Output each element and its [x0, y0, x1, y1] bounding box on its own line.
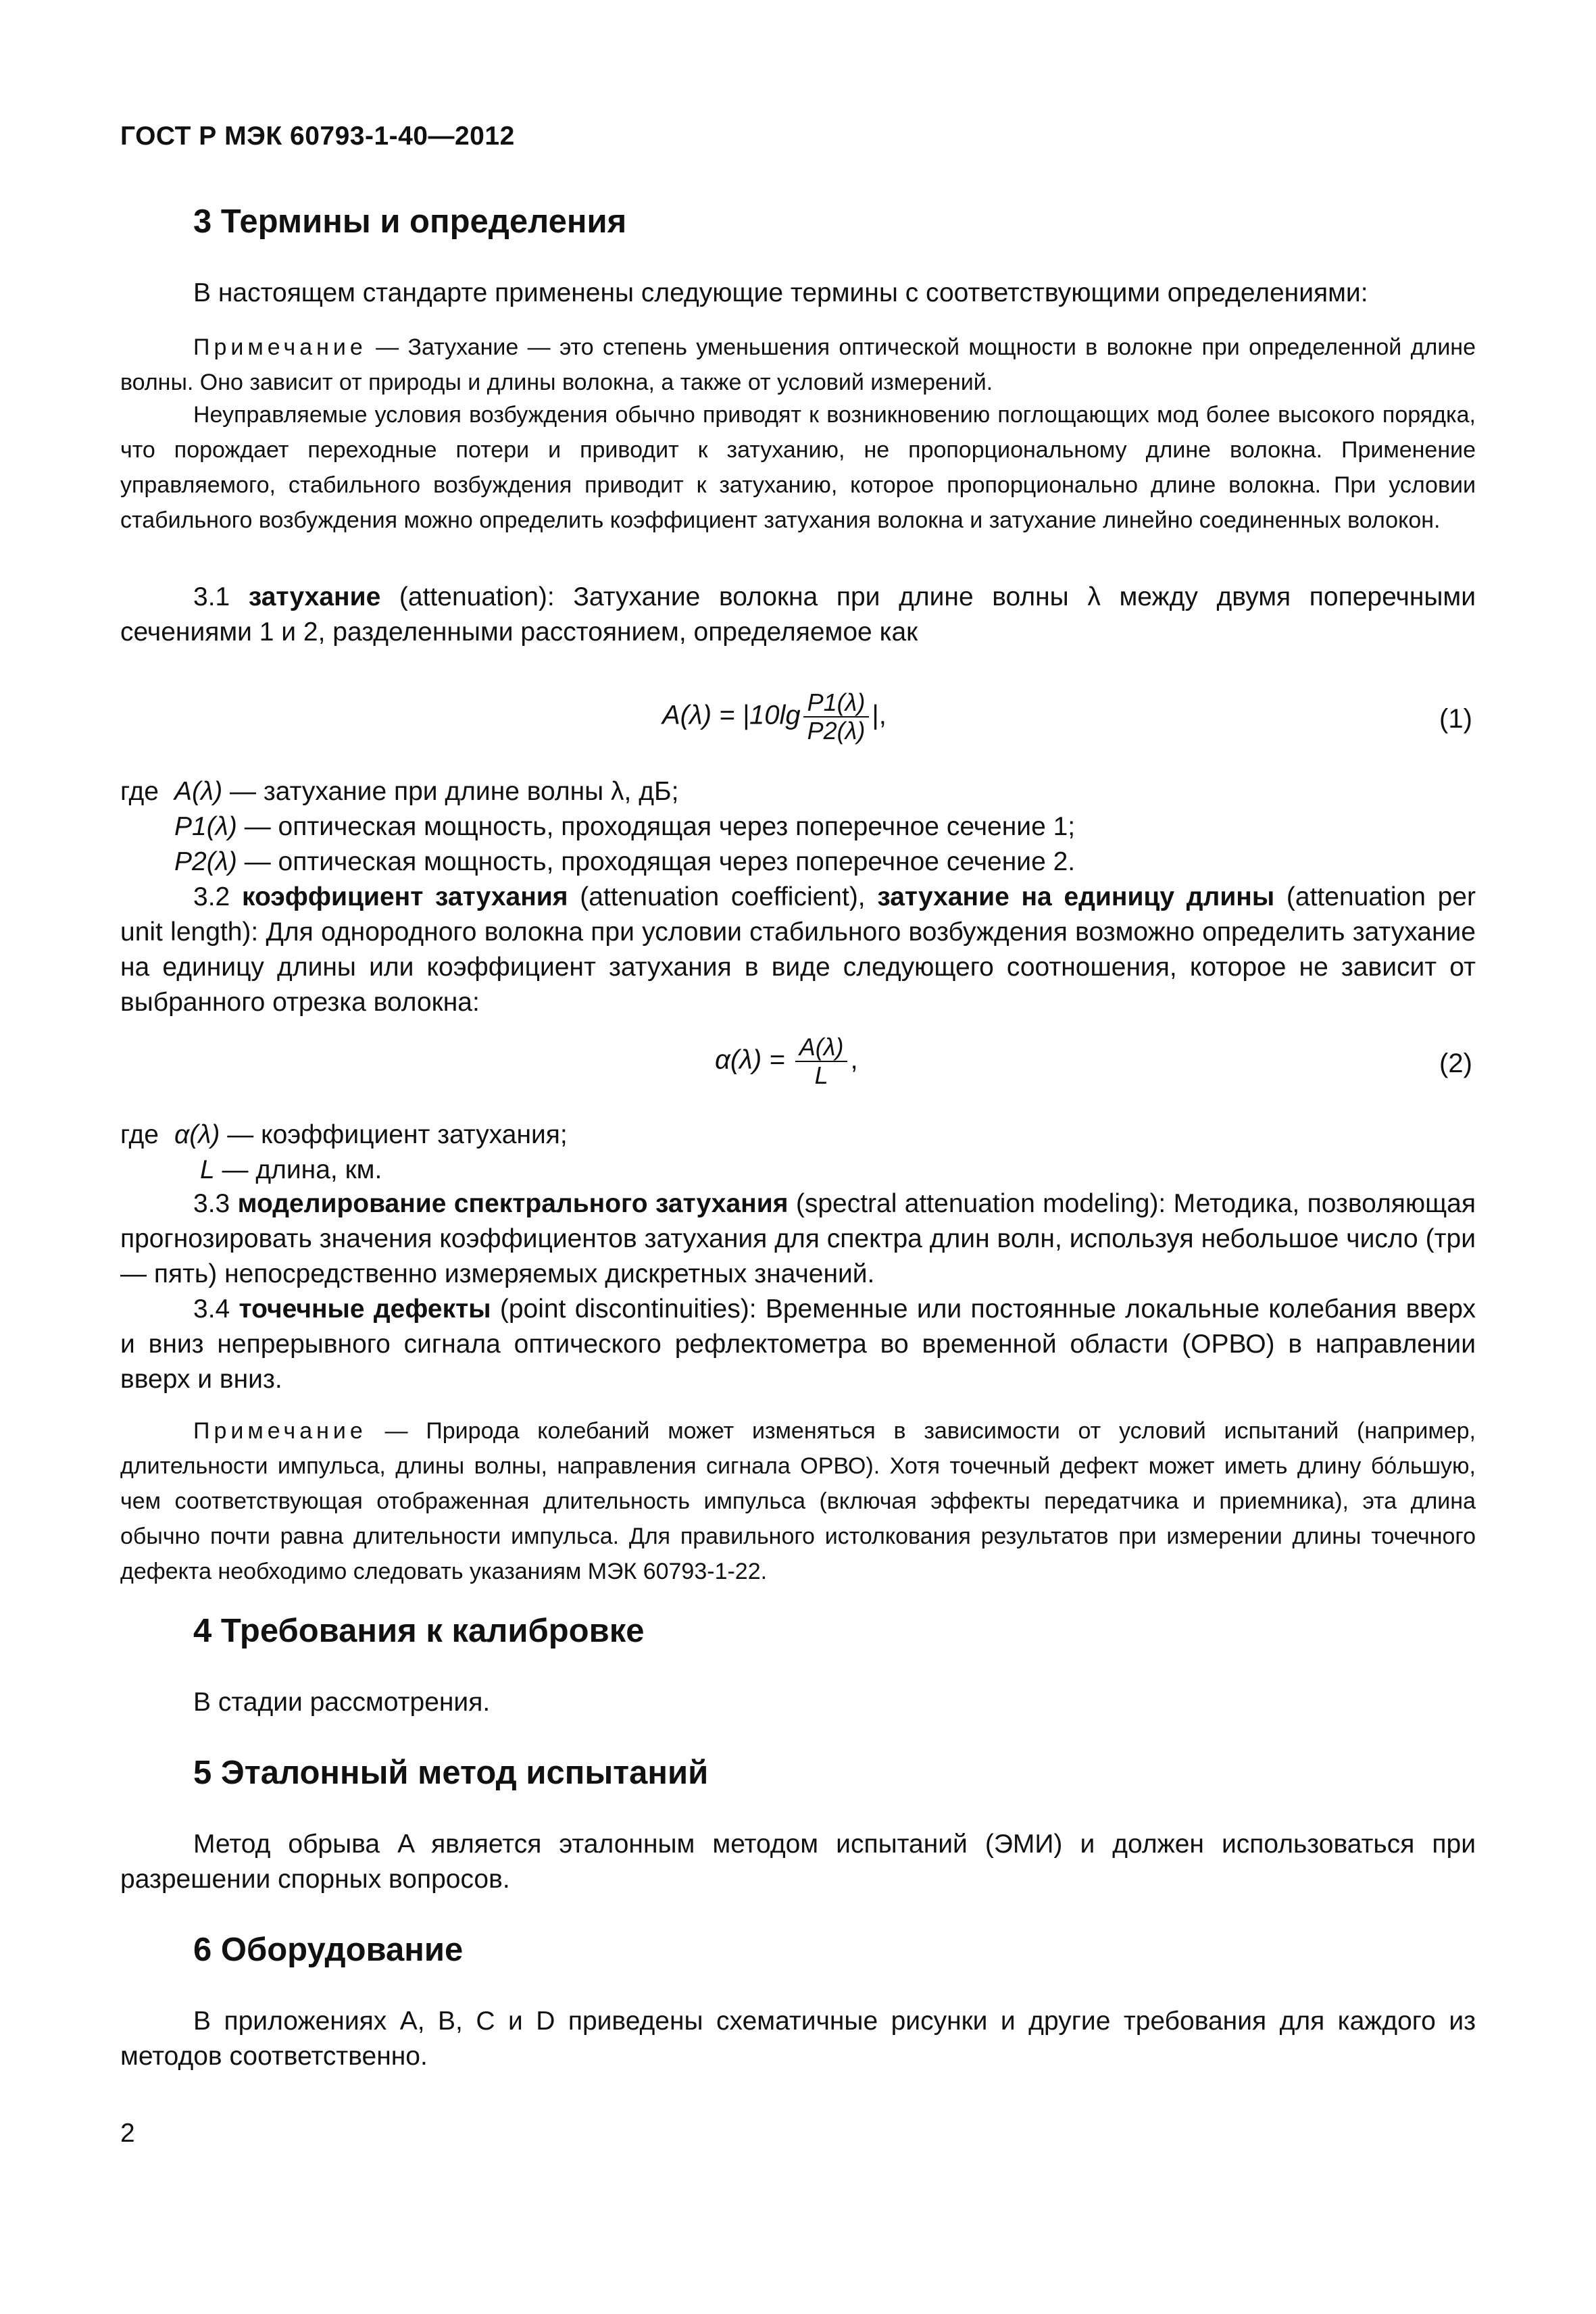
eq1-where-label: где [120, 777, 159, 806]
section-6-text: В приложениях A, B, C и D приведены схематичные рисунки и другие требования для каждого из методов соответственно. [120, 2007, 1476, 2071]
eq2-var-2-desc: — длина, км. [222, 1155, 382, 1184]
section-4-title: 4 Требования к калибровке [193, 1613, 645, 1649]
eq2-var-1-desc: — коэффициент затухания; [227, 1120, 568, 1149]
equation-2 [715, 1034, 858, 1089]
eq1-var-1 [174, 774, 678, 809]
section-3-title: 3 Термины и определения [193, 203, 627, 240]
term-3-1 [120, 580, 1476, 650]
eq2-var-2-symbol: L [200, 1155, 215, 1184]
eq1-var-3-desc: — оптическая мощность, проходящая через поперечное сечение 2. [244, 847, 1076, 876]
eq1-var-1-symbol: A(λ) [174, 777, 223, 806]
eq2-var-1 [174, 1117, 568, 1153]
term-3-4-term: точечные дефекты [239, 1294, 491, 1324]
term-3-2-mid: (attenuation coefficient), [568, 882, 878, 911]
eq2-where-label: где [120, 1120, 159, 1149]
page-number: 2 [120, 2119, 135, 2148]
term-3-1-term: затухание [248, 582, 381, 611]
term-3-2 [120, 880, 1476, 1020]
term-3-4-number: 3.4 [193, 1294, 239, 1324]
note-1-text: — Затухание — это степень уменьшения оптической мощности в волокне при определенной длине волны. Оно зависит от природы и длины волокна, а также от условий измерений. [120, 334, 1476, 395]
term-3-3-text: (spectral attenuation modeling): Методика, позволяющая прогнозировать значения коэффициентов затухания для спектра длин волн, используя небольшое число (три — пять) непосредственно измеряемых дискретных значений. [120, 1189, 1476, 1288]
eq1-tail: |, [872, 700, 887, 730]
equation-1-number: (1) [1439, 704, 1472, 734]
note-1-paragraph-2: Неуправляемые условия возбуждения обычно приводят к возникновению поглощающих мод более высокого порядка, что порождает переходные потери и приводит к затуханию, не пропорциональному длине волокна. Применение управляемого, стабильного возбуждения приводит к затуханию, которое пропорционально длине волокна. При условии стабильного возбуждения можно определить коэффициент затухания волокна и затухание линейно соединенных волокон. [120, 402, 1476, 533]
term-3-3-term: моделирование спектрального затухания [237, 1189, 789, 1218]
note-2 [120, 1413, 1476, 1589]
eq1-var-3-symbol: P2(λ) [174, 847, 237, 876]
eq1-var-2-desc: — оптическая мощность, проходящая через поперечное сечение 1; [244, 812, 1076, 841]
eq2-tail: , [850, 1045, 858, 1075]
term-3-2-term: коэффициент затухания [241, 882, 568, 911]
section-6-title: 6 Оборудование [193, 1932, 464, 1968]
note-2-text: — Природа колебаний может изменяться в зависимости от условий испытаний (например, длительности импульса, длины волны, направления сигнала ОРВО). Хотя точечный дефект может иметь длину бо́льшую, чем соответствующая отображенная длительность импульса (включая эффекты передатчика и приемника), эта длина обычно почти равна длительности импульса. Для правильного истолкования результатов при измерении длины точечного дефекта необходимо следовать указаниям МЭК 60793-1-22. [120, 1418, 1476, 1584]
sec3-intro: В настоящем стандарте применены следующие термины с соответствующими определениями: [193, 278, 1368, 307]
eq2-var-1-symbol: α(λ) [174, 1120, 220, 1149]
note-1-label: Примечание [193, 334, 367, 360]
term-3-3-number: 3.3 [193, 1189, 238, 1218]
note-2-label: Примечание [193, 1418, 367, 1444]
term-3-4-text: (point discontinuities): Временные или постоянные локальные колебания вверх и вниз непрерывного сигнала оптического рефлектометра во временной области (ОРВО) в направлении вверх и вниз. [120, 1294, 1476, 1394]
term-3-1-text: (attenuation): Затухание волокна при длине волны λ между двумя поперечными сечениями 1 и 2, разделенными расстоянием, определяемое как [120, 582, 1476, 647]
eq2-fraction [795, 1034, 848, 1089]
equation-2-number: (2) [1439, 1049, 1472, 1078]
section-4-text: В стадии рассмотрения. [193, 1688, 491, 1717]
eq2-var-2 [200, 1153, 382, 1188]
note-1 [120, 330, 1476, 400]
eq1-var-3 [174, 845, 1075, 880]
document-id: ГОСТ Р МЭК 60793-1-40—2012 [120, 122, 515, 151]
eq2-lhs: α(λ) = [715, 1045, 793, 1075]
eq1-var-1-desc: — затухание при длине волны λ, дБ; [230, 777, 679, 806]
term-3-4 [120, 1292, 1476, 1397]
term-3-1-number: 3.1 [193, 582, 249, 611]
eq2-numerator: A(λ) [795, 1034, 848, 1062]
eq1-var-2-symbol: P1(λ) [174, 812, 237, 841]
eq1-numerator: P1(λ) [803, 689, 870, 718]
equation-1 [662, 689, 887, 745]
eq2-denominator: L [814, 1061, 828, 1089]
eq1-var-2 [174, 809, 1075, 845]
term-3-3 [120, 1186, 1476, 1292]
eq1-denominator: P2(λ) [807, 717, 866, 745]
term-3-2-number: 3.2 [193, 882, 242, 911]
eq1-lhs: A(λ) = |10lg [662, 700, 801, 730]
section-5-text: Метод обрыва A является эталонным методом испытаний (ЭМИ) и должен использоваться при разрешении спорных вопросов. [120, 1830, 1476, 1894]
eq1-fraction [803, 689, 870, 745]
term-3-2-text: (attenuation per unit length): Для однородного волокна при условии стабильного возбуждения возможно определить затухание на единицу длины или коэффициент затухания в виде следующего соотношения, которое не зависит от выбранного отрезка волокна: [120, 882, 1476, 1017]
term-3-2-term-2: затухание на единицу длины [877, 882, 1275, 911]
section-5-title: 5 Эталонный метод испытаний [193, 1755, 709, 1791]
